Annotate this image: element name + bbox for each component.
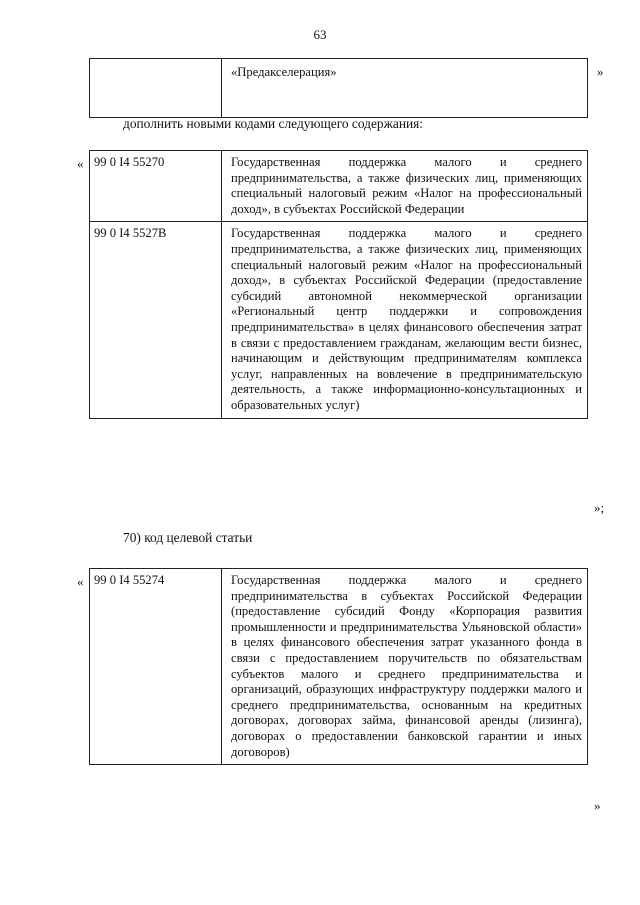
description-cell: Государственная поддержка малого и среднего предпринимательства в субъектах Российской Федерации (предоставление субсидий Фонду «Корпорация развития промышленности и предпринимательства Ульяновской области» в целях финансового обеспечения затрат указанного фонда в связи с предоставлением поручительств по обязательствам субъектов малого и среднего предпринимательства и организаций, образующих инфраструктуру поддержки малого и среднего предпринимательства, основанным на кредитных договорах, договорах займа, финансовой аренды (лизинга), договорах о предоставлении банковской гарантии и иных договоров) (222, 569, 588, 765)
page-number: 63 (313, 27, 327, 42)
table-row (90, 222, 588, 418)
table-row (90, 569, 588, 765)
code-cell: 99 0 I4 55274 (90, 569, 222, 765)
supplement-paragraph: дополнить новыми кодами следующего содержания: (123, 116, 424, 131)
code-cell: 99 0 I4 55270 (90, 151, 222, 222)
item70-paragraph: 70) код целевой статьи (123, 530, 253, 545)
description-cell: «Предакселерация» (222, 59, 588, 118)
description-cell: Государственная поддержка малого и среднего предпринимательства, а также физических лиц, применяющих специальный налоговый режим «Налог на профессиональный доход», в субъектах Российской Федерации (222, 151, 588, 222)
description-cell: Государственная поддержка малого и среднего предпринимательства, а также физических лиц, применяющих специальный налоговый режим «Налог на профессиональный доход», в субъектах Российской Федерации (предоставление субсидий автономной некоммерческой организации «Региональный центр поддержки и сопровождения предпринимательства» в целях финансового обеспечения затрат в связи с предоставлением гражданам, желающим вести бизнес, начинающим и действующим предпринимателям комплекса услуг, направленных на вовлечение в предпринимательскую деятельность, а также информационно-консультационных и образовательных услуг) (222, 222, 588, 418)
opening-quote: « (77, 574, 84, 589)
closing-quote: » (597, 64, 604, 79)
continuation-table (89, 58, 588, 118)
item70-table (89, 568, 588, 765)
closing-quote: »; (594, 500, 605, 515)
code-cell (90, 59, 222, 118)
closing-quote: » (594, 798, 601, 813)
table-row (90, 59, 588, 118)
code-cell: 99 0 I4 5527В (90, 222, 222, 418)
new-codes-table (89, 150, 588, 419)
opening-quote: « (77, 156, 84, 171)
table-row (90, 151, 588, 222)
